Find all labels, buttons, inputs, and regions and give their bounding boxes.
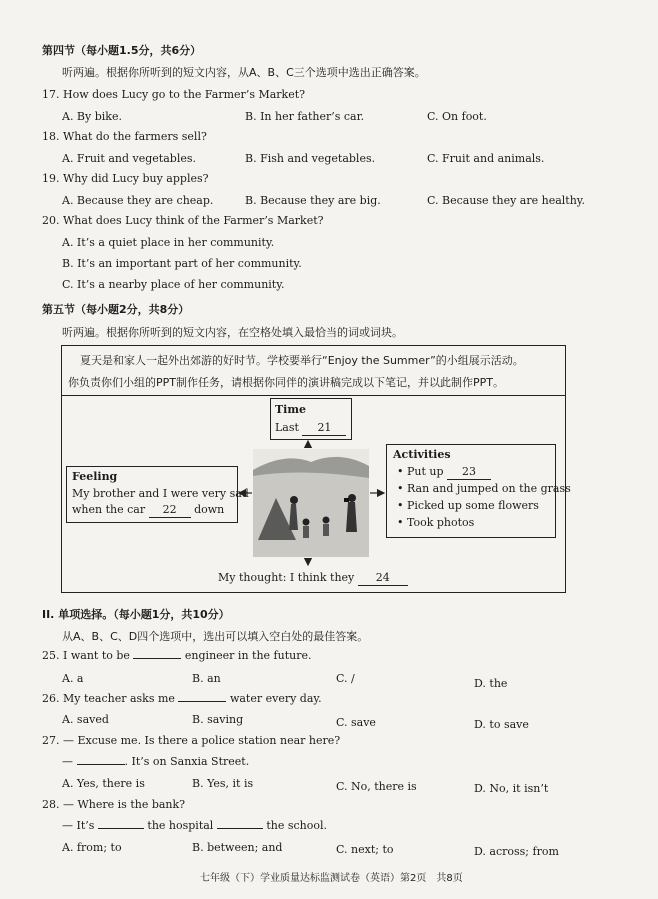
question-number: 19. — [42, 172, 60, 185]
option-c[interactable]: C. Fruit and animals. — [427, 152, 545, 165]
section5-instruction: 听两遍。根据你所听到的短文内容，在空格处填入最恰当的词或词块。 — [62, 326, 403, 339]
option-a[interactable]: A. saved — [62, 713, 109, 726]
option-d[interactable]: D. across; from — [474, 845, 559, 858]
section4-heading: 第四节（每小题1.5分，共6分） — [42, 44, 202, 57]
question-number: 17. — [42, 88, 60, 101]
activity-label: Ran and jumped on the grass — [407, 482, 571, 495]
option-d[interactable]: D. the — [474, 677, 508, 690]
option-b[interactable]: B. Because they are big. — [245, 194, 381, 207]
bullet-icon: • — [397, 465, 407, 478]
blank-23[interactable]: 23 — [447, 465, 491, 480]
family-picnic-illustration — [253, 449, 369, 557]
option-a[interactable]: A. It’s a quiet place in her community. — [62, 236, 275, 249]
blank-21[interactable]: 21 — [302, 421, 346, 436]
question-text: the school. — [266, 819, 327, 832]
thought-label: My thought: I think they — [218, 571, 355, 584]
section4-instruction: 听两遍。根据你所听到的短文内容，从A、B、C三个选项中选出正确答案。 — [62, 66, 426, 79]
question-text: . It’s on Sanxia Street. — [124, 755, 250, 768]
answer-blank[interactable] — [98, 828, 144, 829]
page-footer: 七年级（下）学业质量达标监测试卷（英语）第2页 共8页 — [200, 873, 463, 884]
bullet-icon: • — [397, 482, 407, 495]
option-a[interactable]: A. Yes, there is — [62, 777, 145, 790]
option-c[interactable]: C. save — [336, 716, 376, 729]
option-b[interactable]: B. It’s an important part of her community. — [62, 257, 302, 270]
question-number: 20. — [42, 214, 60, 227]
question-text: — It’s — [62, 819, 95, 832]
question-text: the hospital — [147, 819, 214, 832]
option-b[interactable]: B. In her father’s car. — [245, 110, 365, 123]
answer-blank[interactable] — [178, 701, 226, 702]
question-text: — Excuse me. Is there a police station near here? — [63, 734, 341, 747]
answer-blank[interactable] — [217, 828, 263, 829]
time-title: Time — [275, 403, 307, 416]
option-c[interactable]: C. It’s a nearby place of her community. — [62, 278, 285, 291]
option-b[interactable]: B. Fish and vegetables. — [245, 152, 376, 165]
section5-heading: 第五节（每小题2分，共8分） — [42, 303, 190, 316]
option-d[interactable]: D. to save — [474, 718, 529, 731]
question-number: 28. — [42, 798, 60, 811]
option-a[interactable]: A. a — [62, 672, 84, 685]
feeling-post: down — [194, 503, 225, 516]
question-number: 27. — [42, 734, 60, 747]
option-b[interactable]: B. an — [192, 672, 221, 685]
question-text: Why did Lucy buy apples? — [63, 172, 209, 185]
option-c[interactable]: C. next; to — [336, 843, 394, 856]
option-a[interactable]: A. from; to — [62, 841, 122, 854]
feeling-pre: when the car — [72, 503, 146, 516]
option-b[interactable]: B. saving — [192, 713, 244, 726]
notes-intro-2: 你负责你们小组的PPT制作任务，请根据你同伴的演讲稿完成以下笔记，并以此制作PPT。 — [68, 376, 504, 389]
question-text: I want to be — [63, 649, 130, 662]
notes-intro-1: 夏天是和家人一起外出郊游的好时节。学校要举行“Enjoy the Summer”的小组展示活动。 — [80, 354, 524, 367]
blank-24[interactable]: 24 — [358, 571, 408, 586]
option-c[interactable]: C. No, there is — [336, 780, 417, 793]
feeling-title: Feeling — [72, 470, 118, 483]
activity-label: Put up — [407, 465, 444, 478]
part2-instruction: 从A、B、C、D四个选项中，选出可以填入空白处的最佳答案。 — [62, 630, 369, 643]
option-d[interactable]: D. No, it isn’t — [474, 782, 549, 795]
question-text: engineer in the future. — [184, 649, 312, 662]
option-a[interactable]: A. Fruit and vegetables. — [62, 152, 196, 165]
option-a[interactable]: A. Because they are cheap. — [62, 194, 214, 207]
bullet-icon: • — [397, 516, 407, 529]
activity-label: Took photos — [407, 516, 475, 529]
option-a[interactable]: A. By bike. — [62, 110, 122, 123]
activity-label: Picked up some flowers — [407, 499, 539, 512]
question-number: 18. — [42, 130, 60, 143]
part2-heading: II. 单项选择。（每小题1分，共10分） — [42, 608, 230, 621]
question-text: water every day. — [229, 692, 322, 705]
bullet-icon: • — [397, 499, 407, 512]
option-c[interactable]: C. Because they are healthy. — [427, 194, 586, 207]
feeling-line-1: My brother and I were very sad — [72, 487, 249, 500]
answer-blank[interactable] — [133, 658, 181, 659]
question-text: How does Lucy go to the Farmer’s Market? — [63, 88, 306, 101]
question-number: 26. — [42, 692, 60, 705]
option-c[interactable]: C. / — [336, 672, 355, 685]
option-c[interactable]: C. On foot. — [427, 110, 487, 123]
question-number: 25. — [42, 649, 60, 662]
dash: — — [62, 755, 73, 768]
activities-title: Activities — [393, 448, 451, 461]
option-b[interactable]: B. Yes, it is — [192, 777, 254, 790]
question-text: What does Lucy think of the Farmer’s Market? — [63, 214, 324, 227]
answer-blank[interactable] — [77, 764, 125, 765]
time-label: Last — [275, 421, 299, 434]
question-text: What do the farmers sell? — [63, 130, 207, 143]
question-text: My teacher asks me — [63, 692, 175, 705]
question-text: — Where is the bank? — [63, 798, 186, 811]
option-b[interactable]: B. between; and — [192, 841, 283, 854]
blank-22[interactable]: 22 — [149, 503, 191, 518]
